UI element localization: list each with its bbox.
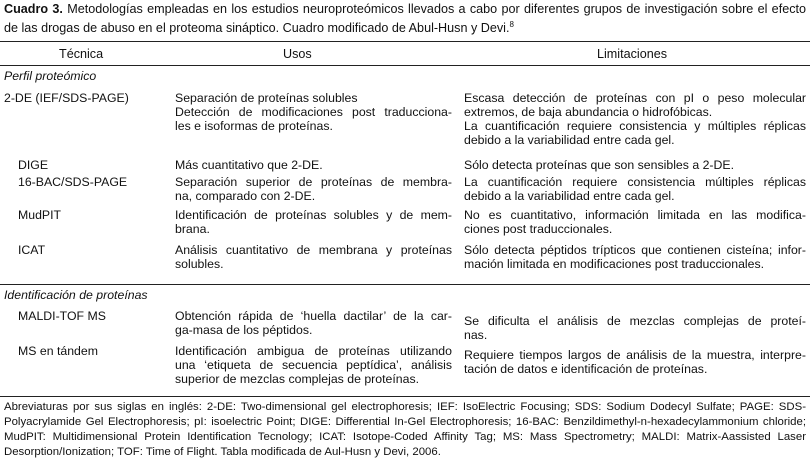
uses-line: superior de mezclas complejas de proteínas. — [175, 372, 420, 386]
limitations-16bac — [464, 175, 806, 203]
limitations-line: Escasa detección de proteínas con pI o peso molecular — [464, 91, 806, 105]
uses-line: Obtención rápida de ‘huella dactilar’ de la car- — [175, 309, 452, 323]
uses-line: solubles. — [175, 257, 224, 271]
limitations-line: La cuantificación requiere consistencia y múltiples réplicas — [464, 119, 806, 133]
limitations-line: debido a la variabilidad entre cada gel. — [464, 189, 675, 203]
header-limitations: Limitaciones — [597, 47, 667, 61]
caption-reference: 8 — [509, 20, 514, 29]
limitations-line: extremos, de baja abundancia o hidrofóbicas. — [464, 105, 713, 119]
uses-line: Separación de proteínas solubles — [175, 91, 358, 105]
limitations-line: Requiere tiempos largos de análisis de la muestra, interpre- — [464, 348, 806, 362]
uses-line: Análisis cuantitativo de membrana y proteínas — [175, 243, 452, 257]
technique-mudpit: MudPIT — [18, 208, 62, 222]
caption-text: Metodologías empleadas en los estudios neuroproteómicos llevados a cabo por diferentes grupos de investigación sobre el efecto de las drogas de abuso en el proteoma sináptico. Cuadro modificado de Abul-Husn y Devi. — [4, 2, 806, 36]
limitations-line: nas. — [464, 328, 488, 342]
section-title-proteomic-profile: Perfil proteómico — [4, 69, 97, 83]
uses-line: Más cuantitativo que 2-DE. — [175, 158, 323, 172]
limitations-ms-tandem — [464, 348, 806, 376]
limitations-dige — [464, 158, 806, 172]
limitations-line: Sólo detecta proteínas que son sensibles a 2-DE. — [464, 158, 735, 172]
uses-line: Identificación de proteínas solubles y de mem- — [175, 208, 452, 222]
uses-line: na, comparado con 2-DE. — [175, 189, 316, 203]
header-technique: Técnica — [59, 47, 104, 61]
limitations-line: Se dificulta el análisis de mezclas complejas de proteí- — [464, 314, 806, 328]
uses-icat — [175, 243, 452, 271]
limitations-maldi-tof — [464, 314, 806, 342]
table-bottom-rule — [0, 396, 810, 397]
uses-line: Identificación ambigua de proteínas utilizando — [175, 344, 452, 358]
uses-2de — [175, 91, 452, 133]
limitations-line: ciones post traduccionales. — [464, 222, 613, 236]
section-title-protein-identification: Identificación de proteínas — [4, 288, 148, 302]
caption-label: Cuadro 3. — [4, 2, 63, 16]
limitations-icat — [464, 243, 806, 271]
technique-2de: 2-DE (IEF/SDS-PAGE) — [4, 91, 129, 105]
limitations-2de — [464, 91, 806, 147]
uses-dige — [175, 158, 452, 172]
limitations-line: debido a la variabilidad entre cada gel. — [464, 133, 675, 147]
technique-16bac: 16-BAC/SDS-PAGE — [18, 175, 128, 189]
uses-maldi-tof — [175, 309, 452, 337]
technique-dige: DIGE — [18, 158, 49, 172]
uses-line: les e isoformas de proteínas. — [175, 119, 333, 133]
uses-16bac — [175, 175, 452, 203]
technique-icat: ICAT — [18, 243, 46, 257]
uses-line: brana. — [175, 222, 210, 236]
limitations-mudpit — [464, 208, 806, 236]
header-bottom-rule — [0, 65, 810, 66]
section-divider-rule — [0, 284, 810, 285]
uses-line: una ‘etiqueta de secuencia peptídica’, análisis — [175, 358, 452, 372]
limitations-line: No es cuantitativo, información limitada en las modifica- — [464, 208, 806, 222]
uses-ms-tandem — [175, 344, 452, 386]
limitations-line: Sólo detecta péptidos trípticos que contienen cisteína; infor- — [464, 243, 806, 257]
table-caption — [4, 1, 806, 36]
limitations-line: mación limitada en modificaciones post traduccionales. — [464, 257, 765, 271]
limitations-line: La cuantificación requiere consistencia múltiples réplicas — [464, 175, 806, 189]
uses-line: ga-masa de los péptidos. — [175, 323, 313, 337]
uses-mudpit — [175, 208, 452, 236]
table-top-rule — [0, 41, 810, 42]
limitations-line: tación de datos e identificación de proteínas. — [464, 362, 708, 376]
uses-line: Detección de modificaciones post traducciona- — [175, 105, 452, 119]
uses-line: Separación superior de proteínas de membra- — [175, 175, 452, 189]
abbreviations-footnote: Abreviaturas por sus siglas en inglés: 2-DE: Two-dimensional gel electrophoresis; IEF: IsoElectric Focusing; SDS: Sodium Dodecyl Sulfate; PAGE: SDS-Polyacrylamide Gel Electrophoresis; pI: isoelectric Point; DIGE: Differential In-Gel Electrophoresis; 16-BAC: Benzildimethyl-n-hexadecylammonium chloride; MudPIT: Multidimensional Protein Identification Tecnology; ICAT: Isotope-Coded Affinity Tag; MS: Mass Spectrometry; MALDI: Matrix-Aassisted Laser Desorption/Ionization; TOF: Time of Flight. Tabla modificada de Aul-Husn y Devi, 2006. — [4, 401, 806, 458]
technique-maldi-tof: MALDI-TOF MS — [18, 309, 106, 323]
technique-ms-tandem: MS en tándem — [18, 344, 98, 358]
header-uses: Usos — [283, 47, 312, 61]
